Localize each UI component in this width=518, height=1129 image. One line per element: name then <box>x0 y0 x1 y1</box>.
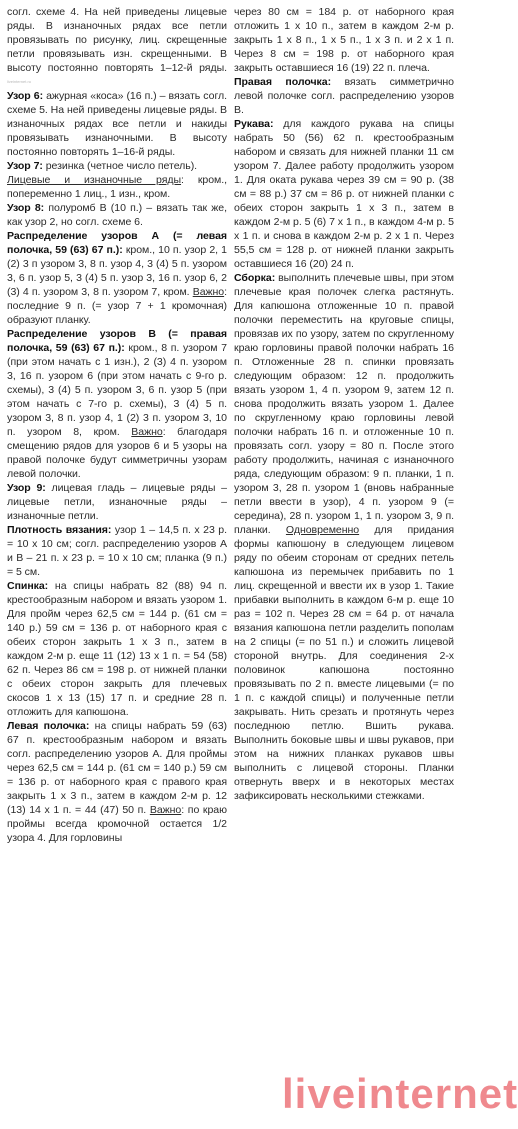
paragraph-left-front <box>7 719 227 845</box>
text: : кром., попеременно 1 лиц., 1 изн., кром. <box>7 174 228 200</box>
text: резинка (четное число петель). <box>42 160 198 172</box>
text: : благодаря смещению рядов для узоров 6 и 5 узоры на правой полочке будут симметричны узорам левой полочки. <box>7 426 228 480</box>
underlined-rows: Лицевые и изнаночные ряды <box>7 174 182 186</box>
underlined-important: Важно <box>192 286 225 298</box>
paragraph-uzor6 <box>7 89 227 159</box>
text: узор 1 – 14,5 п. х 23 р. = 10 х 10 см; согл. распределению узоров А и В – 21 п. х 23 р. = 10 х 10 см; планка (9 п.) = 5 см. <box>7 524 227 578</box>
paragraph-pattern5-intro <box>7 5 227 89</box>
left-column <box>7 5 227 1125</box>
paragraph-uzor7 <box>7 159 227 201</box>
paragraph-gauge <box>7 523 227 579</box>
heading-sleeves: Рукава: <box>234 118 274 130</box>
text: для каждого рукава на спицы набрать 50 (56) 62 п. крестообразным набором и связать для нижней планки 11 см узором 7. Далее работу продолжить узором 1. Для оката рукава через 39 см = 90 р. (38 см = 88 р.) 37 см = 86 р. от нижней планки с обеих сторон закрыть 1 х 3 п., затем в каждом 2-м р. 5 (6) 7 х 1 п., в каждом 4-м р. 5 х 1 п. и снова в каждом 2-м р. 2 х 1 п. Через 55,5 см = 128 р. от нижней планки закрыть оставшиеся 16 (20) 24 п. <box>234 118 454 270</box>
text: выполнить плечевые швы, при этом плечевые края полочек слегка растянуть. Для капюшона отложенные 10 п. правой полочки переместить на круговые спицы, провязав их по узору, затем по скругленному краю горловины правой полочки набрать 16 п. Отложенные 28 п. спинки провязать следующим образом: 12 п. продолжить вязать узором 1, 4 п. узором 9, затем 12 п. снова продолжить вязать узором 1. Далее по скругленному краю горловины левой полочки набрать 16 п. и отложенные 10 п. провязать согл. узору = 80 п. После этого работу продолжить, начиная с изнаночного ряда, следующим образом: 9 п. планки, 1 п. узором 3, 28 п. узором 1 (вновь набранные петли ввести в узор), 4 п. узором 9 (= середина), 28 п. узором 1, 1 п. узором 3, 9 п. планки. <box>234 272 454 536</box>
text: согл. схеме 4. На ней приведены лицевые ряды. В изнаночных рядах все петли провязывать по рисунку, лиц. скрещенные петли провязывать изн. скрещенными. В высоту постоянно повторять 1–12-й ряды. <box>7 6 227 74</box>
paragraph-left-front-continued <box>234 5 454 75</box>
text: лицевая гладь – лицевые ряды – лицевые петли, изнаночные ряды – изнаночные петли. <box>7 482 227 522</box>
heading-distribution-a: Распределение узоров А (= левая полочка, 59 (63) 67 п.): <box>7 230 227 256</box>
text: : последние 9 п. (= узор 7 + 1 кромочная) образуют планку. <box>7 286 227 326</box>
paragraph-right-front <box>234 75 454 117</box>
heading-distribution-b: Распределение узоров В (= правая полочка, 59 (63) 67 п.): <box>7 328 227 354</box>
paragraph-back <box>7 579 227 719</box>
watermark-text: liveinternet <box>282 1070 518 1117</box>
heading-uzor8: Узор 8: <box>7 202 45 214</box>
underlined-simultaneously: Одновременно <box>285 524 360 536</box>
heading-uzor9: Узор 9: <box>7 482 46 494</box>
right-column <box>234 5 454 1125</box>
paragraph-uzor9 <box>7 481 227 523</box>
small-watermark: liveinternet.ru <box>7 79 32 84</box>
text: для придания формы капюшону в следующем лицевом ряду по обеим сторонам от средних петель капюшона из перемычек прибавить по 1 лиц. скрещенной и ввести их в узор 1. Такие прибавки выполнить в каждом 6-м р. еще 10 раз = 102 п. Через 28 см = 64 р. от начала вязания капюшона петли разделить пополам на 2 спицы (= по 51 п.) и сложить лицевой стороной внутрь. Для соединения 2-х половинок капюшона постоянно провязывать по 2 п. вместе лицевыми (= по 1 п. с каждой спицы) и полученные петли закрывать. Нить срезать и протянуть через последнюю петлю. Вшить рукава. Выполнить боковые швы и швы рукавов, при этом на нижних планках рукавов швы выполнить с лицевой стороны. Планки отвернуть вверх и в некоторых местах зафиксировать несколькими стежками. <box>234 524 454 802</box>
paragraph-distribution-b <box>7 327 227 481</box>
heading-uzor6: Узор 6: <box>7 90 44 102</box>
heading-gauge: Плотность вязания: <box>7 524 112 536</box>
text: вязать симметрично левой полочке согл. распределению узоров В. <box>234 76 454 116</box>
heading-uzor7: Узор 7: <box>7 160 43 172</box>
underlined-important: Важно <box>149 804 182 816</box>
heading-assembly: Сборка: <box>234 272 276 284</box>
underlined-important: Важно <box>131 426 163 438</box>
heading-back: Спинка: <box>7 580 49 592</box>
paragraph-uzor8 <box>7 201 227 229</box>
text: кром., 10 п. узор 2, 1 (2) 3 п узором 3, 8 п. узор 4, 3 (4) 5 п. узором 3, 6 п. узор 5, 3 (4) 5 п. узор 3, 16 п. узор 6, 2 (3) 4 п. узором 3, 8 п. узором 7, кром. <box>7 244 227 298</box>
heading-right-front: Правая полочка: <box>234 76 332 88</box>
paragraph-sleeves <box>234 117 454 271</box>
text: : по краю проймы всегда кромочной остается 1/2 узора 4. Для горловины <box>7 804 227 844</box>
paragraph-distribution-a <box>7 229 227 327</box>
paragraph-assembly <box>234 271 454 803</box>
text: на спицы набрать 82 (88) 94 п. крестообразным набором и вязать узором 1. Для пройм через 62,5 см = 144 р. (61 см = 140 р.) 59 см = 136 р. от наборного края с обеих сторон закрыть 1 х 3 п., затем в каждом 2-м р. еще 11 (12) 13 х 1 п. = 54 (58) 62 п. Через 86 см = 198 р. от нижней планки с обеих сторон закрыть для плечевых скосов 1 х 13 (15) 17 п. и средние 28 п. отложить для капюшона. <box>7 580 227 718</box>
text: ажурная «коса» (16 п.) – вязать согл. схеме 5. На ней приведены лицевые ряды. В изнаночных рядах все петли и накиды провязывать изнаночными. В высоту постоянно повторять 1–16-й ряды. <box>7 90 227 158</box>
heading-left-front: Левая полочка: <box>7 720 90 732</box>
text: на спицы набрать 59 (63) 67 п. крестообразным набором и вязать согл. распределению узоров А. Для проймы через 62,5 см = 144 р. (61 см = 140 р.) 59 см = 136 р. от наборного края с правого края закрыть 1 х 3 п., затем в каждом 2-м р. 12 (13) 14 х 1 п. = 44 (47) 50 п. <box>7 720 227 816</box>
text: полуромб В (10 п.) – вязать так же, как узор 2, но согл. схеме 6. <box>7 202 227 228</box>
text: через 80 см = 184 р. от наборного края отложить 1 х 10 п., затем в каждом 2-м р. закрыть 1 х 8 п., 1 х 5 п., 1 х 3 п. и 2 х 1 п. Через 8 см = 198 р. от наборного края закрыть оставшиеся 16 (19) 22 п. плеча. <box>234 6 454 74</box>
text: кром., 8 п. узором 7 (при этом начать с 1 изн.), 2 (3) 4 п. узором 3, 16 п. узором 6 (при этом начать с 9-го р. схемы), 3 (4) 5 п. узором 3, 6 п. узор 5 (при этом начать с 7-го р. схемы), 3 (4) 5 п. узором 3, 8 п. узор 4, 1 (2) 3 п. узором 3, 10 п. узором 8, кром. <box>7 342 227 438</box>
